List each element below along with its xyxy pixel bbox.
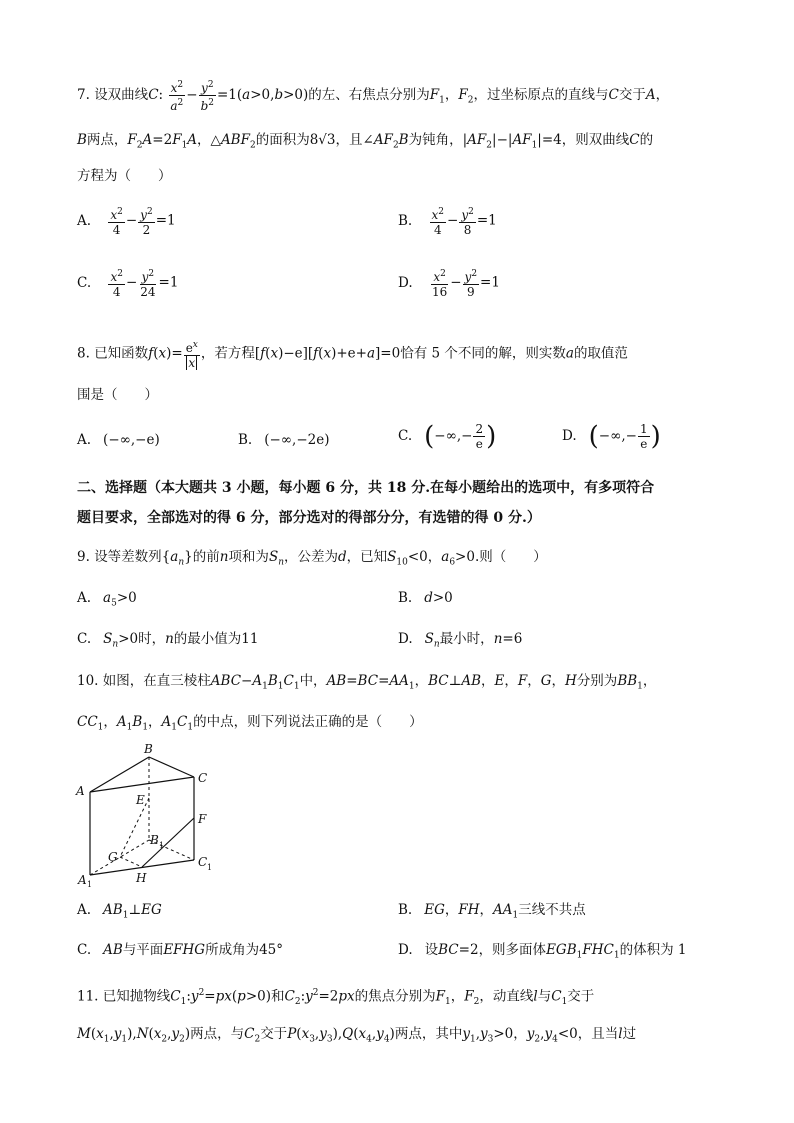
option-label: B. <box>398 212 413 229</box>
q7-text: 的左、右焦点分别为 <box>308 87 430 103</box>
q8-line1: 8. 已知函数f(x)= $\frac{e^x}{x}$ ，若方程[f(x)−e][f(x)+e+a]=0恰有 5 个不同的解，则实数a的取值范 <box>77 340 628 370</box>
label-h: H <box>136 871 147 885</box>
denominator: 8 <box>463 223 472 237</box>
q11-number: 11. <box>77 988 99 1005</box>
q8-line2 <box>77 385 158 405</box>
q11-text: 过 <box>622 1026 637 1042</box>
option-label: C. <box>398 428 413 444</box>
section2-line2: 题目要求，全部选对的得 6 分，部分选对的得部分分，有选错的得 0 分.） <box>77 510 541 526</box>
q9-text: 的前 <box>192 549 220 565</box>
option-value: (−∞,−2e) <box>264 432 330 448</box>
option-label: D. <box>398 942 413 958</box>
segment-gh <box>120 857 142 867</box>
denominator: 9 <box>466 285 475 299</box>
q11-text: 与 <box>537 988 552 1005</box>
q8-text: 恰有 5 个不同的解，则实数 <box>400 345 566 362</box>
q8-text: 围是（ ） <box>77 387 158 403</box>
svg-text:1: 1 <box>207 863 213 872</box>
option-label: A. <box>77 590 92 606</box>
edge-ab <box>90 757 149 792</box>
option-label: C. <box>77 274 92 291</box>
q7-option-c[interactable]: C. $\frac{x^2}{4}$ − $\frac{y^2}{24}$ =1 <box>77 269 179 299</box>
edge-a1b1 <box>90 840 149 875</box>
q9-text: .则（ ） <box>474 549 547 565</box>
q7-line2: B两点，$F_2A=2F_1A$，$\triangle ABF_2$的面积为8√3，且$\angle AF_2B$为钝角，$|AF_2|-|AF_1|=4$，则双曲线C的 <box>77 132 654 151</box>
denominator: 2 <box>142 223 151 237</box>
option-text: 与平面 <box>122 942 164 958</box>
q10-text: 中， <box>299 673 327 689</box>
q11-text: 交于 <box>260 1026 288 1042</box>
q11-line2: $M(x_1,y_1),N(x_2,y_2)$两点，与$C_2$交于$P(x_3,y_3),Q(x_4,y_4)$两点，其中$y_1,y_3>0$，$y_2,y_4<0$，且当l过 <box>77 1026 637 1045</box>
q9-number: 9. <box>77 549 90 565</box>
q10-line2: $CC_1$，$A_1B_1$，$A_1C_1$的中点，则下列说法正确的是（ ） <box>77 714 423 733</box>
q11-text: 两点，与 <box>190 1026 245 1042</box>
option-text: 设 <box>424 942 439 958</box>
label-c1: C <box>198 855 208 869</box>
q10-option-c[interactable]: C. AB与平面EFHG所成角为45° <box>77 942 284 958</box>
q9-option-a[interactable]: A. $a_5>0$ <box>77 590 137 609</box>
q10-text: ， <box>414 673 429 689</box>
q11-line1: 11. 已知抛物线$C_1:y^2=px(p>0)$和$C_2:y^2=2px$的焦点分别为$F_1$，$F_2$，动直线l与$C_1$交于 <box>77 988 595 1008</box>
q7-line1: 7. 设双曲线C: $\frac{x^2}{a^2}$ − $\frac{y^2}{b^2}$ =1(a>0,b>0)的左、右焦点分别为$F_1$，$F_2$，过坐标原点的直线与C交于A， <box>77 80 670 113</box>
q7-text: ，过坐标原点的直线与 <box>473 87 609 103</box>
q7-option-d[interactable]: D. $\frac{x^2}{16}$ − $\frac{y^2}{9}$ =1 <box>398 269 500 299</box>
q8-number: 8. <box>77 345 90 362</box>
q7-text: ，则双曲线 <box>561 132 630 148</box>
option-text: ，则多面体 <box>478 942 547 958</box>
option-label: D. <box>398 274 413 291</box>
q8-option-c[interactable]: C. (−∞,− $\frac{2}{e}$ ) <box>398 421 497 452</box>
q9-option-b[interactable]: B. d>0 <box>398 590 453 606</box>
option-label: A. <box>77 902 92 918</box>
option-value: (−∞,−e) <box>103 432 160 448</box>
label-e: E <box>136 793 145 807</box>
q7-text: 为钝角， <box>408 132 463 148</box>
q7-text: 设双曲线 <box>94 87 149 103</box>
q9-text: ，已知 <box>346 549 388 565</box>
q10-text: 的中点，则下列说法正确的是（ ） <box>193 714 423 730</box>
q8-text: ，若方程 <box>200 345 255 362</box>
q10-text: 如图，在直三棱柱 <box>102 673 211 689</box>
q7-text: 的面积为 <box>255 132 310 148</box>
option-value: 45° <box>259 942 284 958</box>
label-a1: A <box>78 873 87 887</box>
q11-text: 已知抛物线 <box>102 988 171 1005</box>
label-c: C <box>198 771 208 785</box>
label-a: A <box>76 784 85 798</box>
q9-line1: 9. 设等差数列$\{a_n\}$的前n项和为$S_n$，公差为d，已知$S_{10}<0$，$a_6>0$.则（ ） <box>77 549 547 568</box>
denominator: 16 <box>431 285 448 299</box>
q10-option-d[interactable]: D. 设BC=2，则多面体$EGB_1FHC_1$的体积为 1 <box>398 942 687 961</box>
svg-text:1: 1 <box>159 841 165 850</box>
q7-text: ， <box>197 132 211 148</box>
q10-text: ， <box>481 673 495 689</box>
q10-text: ， <box>103 714 117 730</box>
q7-number: 7. <box>77 87 90 103</box>
label-f: F <box>198 812 207 826</box>
q9-text: 项和为 <box>228 549 269 565</box>
edge-ac <box>90 777 194 792</box>
q11-text: ，且当 <box>577 1026 619 1042</box>
q8-option-b[interactable] <box>238 430 330 450</box>
denominator: 4 <box>112 223 121 237</box>
q11-text: 两点，其中 <box>394 1026 463 1042</box>
option-label: C. <box>77 942 92 958</box>
q7-text: ，且 <box>335 132 363 148</box>
option-text: 的最小值为 <box>173 631 242 647</box>
q7-text: 两点， <box>86 132 128 148</box>
label-b: B <box>144 742 153 756</box>
q10-option-a[interactable]: A. $AB_1\perp EG$ <box>77 902 162 921</box>
q7-line3 <box>77 166 172 186</box>
option-label: C. <box>77 631 92 647</box>
denominator: 4 <box>112 285 121 299</box>
prism-figure <box>70 740 230 890</box>
option-label: A. <box>77 432 92 448</box>
q9-option-c[interactable]: C. $S_n>0$时，n的最小值为11 <box>77 631 259 650</box>
option-label: B. <box>398 590 413 606</box>
option-label: B. <box>398 902 413 918</box>
denominator: 24 <box>140 285 156 299</box>
denominator: 4 <box>433 223 442 237</box>
option-value: 11 <box>241 631 259 647</box>
q9-text: ，公差为 <box>283 549 338 565</box>
option-text: 最小时， <box>439 631 494 647</box>
edge-bc <box>149 757 194 777</box>
option-text: 所成角为 <box>205 942 260 958</box>
section2-heading <box>77 478 654 498</box>
label-b1: B <box>150 833 159 847</box>
q10-line1: 10. 如图，在直三棱柱$ABC-A_1B_1C_1$中，$AB=BC=AA_1$，BC⊥AB，E，F，G，H分别为$BB_1$， <box>77 673 657 692</box>
q7-option-b[interactable]: B. $\frac{x^2}{4}$ − $\frac{y^2}{8}$ =1 <box>398 207 497 237</box>
q7-text: 的 <box>639 132 654 148</box>
q11-text: 交于 <box>567 988 595 1005</box>
q10-text: 分别为 <box>576 673 618 689</box>
q7-text: 方程为（ ） <box>77 168 172 184</box>
q8-option-d[interactable]: D. (−∞,− $\frac{1}{e}$ ) <box>562 421 661 452</box>
q9-text: ， <box>427 549 442 565</box>
fraction: $\frac{y^2}{b^2}$ <box>200 80 214 113</box>
q10-option-b[interactable]: B. EG，FH，$AA_1$三线不共点 <box>398 902 586 921</box>
label-g: G <box>108 850 118 864</box>
q8-option-a[interactable] <box>77 430 160 450</box>
option-text: 时， <box>138 631 166 647</box>
q10-number: 10. <box>77 673 99 689</box>
q11-text: 的焦点分别为 <box>354 988 436 1005</box>
option-label: A. <box>77 212 92 229</box>
q9-option-d[interactable]: D. $S_n$最小时，n=6 <box>398 631 523 650</box>
q8-text: 已知函数 <box>94 345 149 362</box>
q11-text: ，动直线 <box>479 988 534 1005</box>
q7-text: 交于 <box>618 87 646 103</box>
option-label: D. <box>562 428 577 444</box>
option-text: 的体积为 1 <box>619 942 687 958</box>
q11-text: 和 <box>270 988 285 1005</box>
section2-heading-cont <box>77 508 541 528</box>
q9-text: 设等差数列 <box>94 549 162 565</box>
fraction: $\frac{x^2}{a^2}$ <box>170 80 184 113</box>
q8-text: 的取值范 <box>573 345 628 362</box>
svg-text:1: 1 <box>87 880 93 889</box>
option-text: 三线不共点 <box>518 902 586 918</box>
q7-option-a[interactable]: A. $\frac{x^2}{4}$ − $\frac{y^2}{2}$ =1 <box>77 207 176 237</box>
option-label: B. <box>238 432 253 448</box>
section2-line1: 二、选择题（本大题共 3 小题，每小题 6 分，共 18 分.在每小题给出的选项中，有多项符合 <box>77 480 655 496</box>
option-label: D. <box>398 631 413 647</box>
